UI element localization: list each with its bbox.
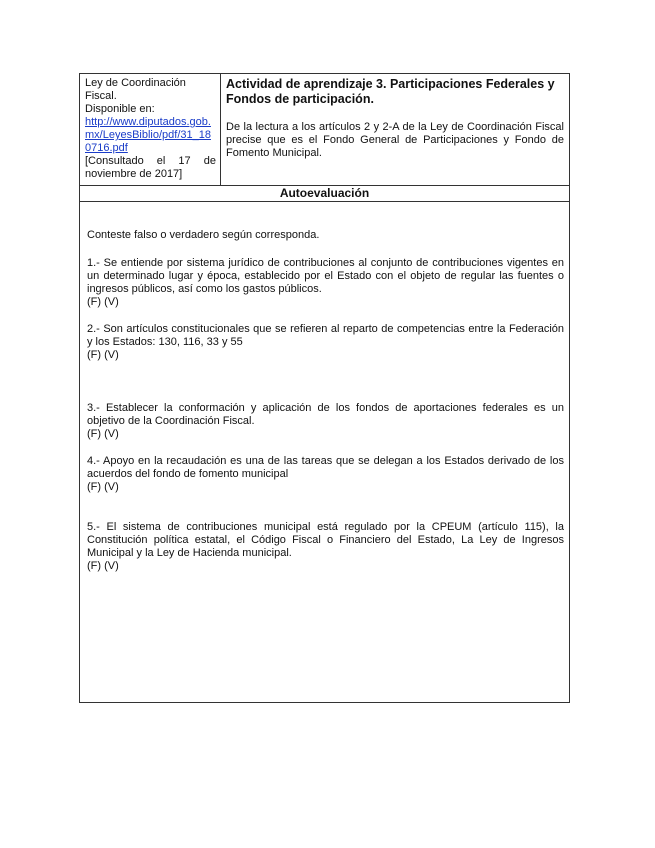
question-options[interactable]: (F) (V) xyxy=(87,481,119,493)
activity-table xyxy=(79,73,570,703)
question-item-3 xyxy=(87,402,564,441)
reference-link[interactable]: http://www.diputados.gob.mx/LeyesBiblio/pdf/31_180716.pdf xyxy=(85,116,211,154)
instructions-text: Conteste falso o verdadero según corresponda. xyxy=(87,229,320,241)
self-assessment-header-row xyxy=(80,186,570,202)
activity-cell xyxy=(221,74,570,186)
question-item-5 xyxy=(87,521,564,573)
activity-title: Actividad de aprendizaje 3. Participaciones Federales y Fondos de participación. xyxy=(226,77,555,106)
reference-cell xyxy=(80,74,221,186)
self-assessment-body xyxy=(80,202,570,703)
question-item-4 xyxy=(87,455,564,494)
question-text: 1.- Se entiende por sistema jurídico de contribuciones al conjunto de contribuciones vigentes en un determinado lugar y época, establecido por el Estado con el objeto de regular las fuentes o ingresos públicos, así como los gastos públicos. xyxy=(87,257,564,295)
question-options[interactable]: (F) (V) xyxy=(87,428,119,440)
reference-consulted-date: [Consultado el 17 de noviembre de 2017] xyxy=(85,155,216,180)
reference-title-cont: Fiscal. xyxy=(85,90,117,102)
activity-row xyxy=(80,74,570,186)
question-item-1 xyxy=(87,257,564,309)
self-assessment-header: Autoevaluación xyxy=(80,186,570,202)
activity-description: De la lectura a los artículos 2 y 2-A de la Ley de Coordinación Fiscal precise que es el Fondo General de Participaciones y Fondo de Fomento Municipal. xyxy=(226,121,564,159)
reference-title: Ley de Coordinación xyxy=(85,77,186,89)
question-options[interactable]: (F) (V) xyxy=(87,349,119,361)
self-assessment-body-row xyxy=(80,202,570,703)
question-text: 5.- El sistema de contribuciones municipal está regulado por la CPEUM (artículo 115), la Constitución política estatal, el Código Fiscal o Financiero del Estado, La Ley de Ingresos Municipal y la Ley de Hacienda municipal. xyxy=(87,521,564,559)
question-text: 3.- Establecer la conformación y aplicación de los fondos de aportaciones federales es un objetivo de la Coordinación Fiscal. xyxy=(87,402,564,427)
question-text: 4.- Apoyo en la recaudación es una de las tareas que se delegan a los Estados derivado de los acuerdos del fondo de fomento municipal xyxy=(87,455,564,480)
reference-available-label: Disponible en: xyxy=(85,103,155,115)
question-text: 2.- Son artículos constitucionales que se refieren al reparto de competencias entre la Federación y los Estados: 130, 116, 33 y 55 xyxy=(87,323,564,348)
question-options[interactable]: (F) (V) xyxy=(87,560,119,572)
question-item-2 xyxy=(87,323,564,362)
question-options[interactable]: (F) (V) xyxy=(87,296,119,308)
